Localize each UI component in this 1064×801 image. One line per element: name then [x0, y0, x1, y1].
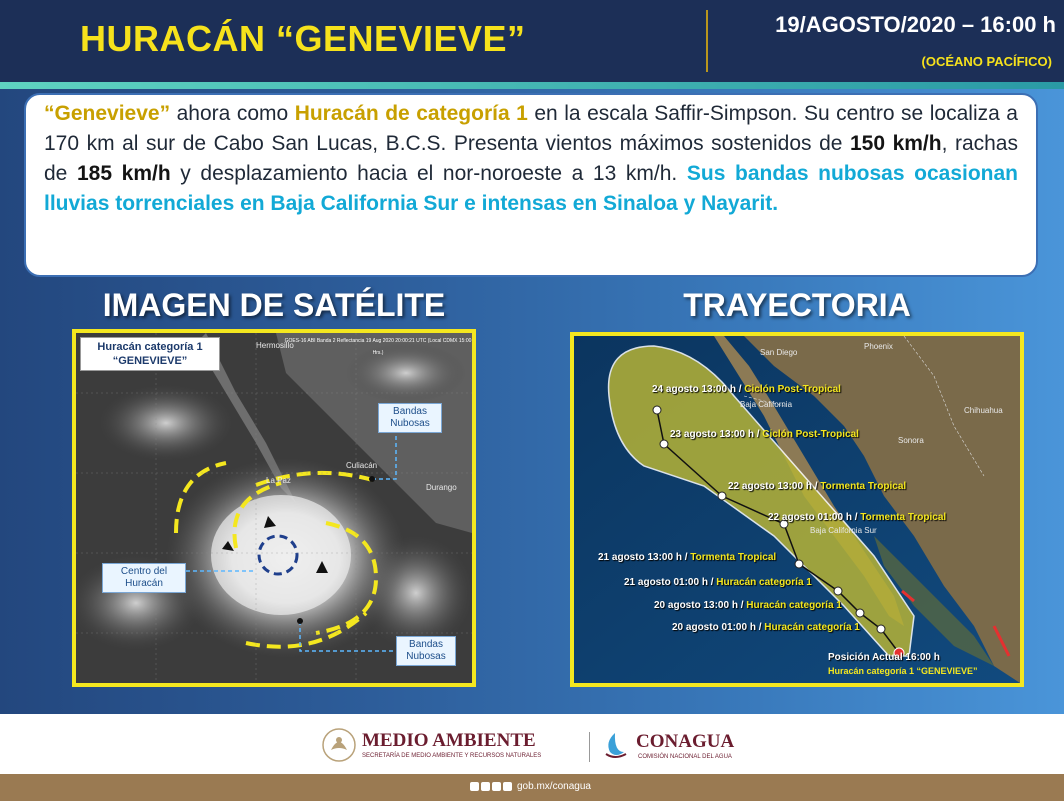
semarnat-logo-subtitle: SECRETARÍA DE MEDIO AMBIENTE Y RECURSOS NATURALES: [362, 753, 542, 759]
category-label-line1: Huracán categoría 1: [97, 341, 203, 353]
forecast-label-5: 21 agosto 13:00 h / Tormenta Tropical: [598, 552, 777, 563]
logo-separator: [589, 732, 590, 762]
place-label: Culiacán: [346, 461, 378, 470]
forecast-label-6: 21 agosto 01:00 h / Huracán categoría 1: [624, 577, 812, 588]
place-label: Baja California Sur: [810, 526, 877, 535]
bulletin-text-part: en la escala Saffir-Simpson. Su centro se localiza a 170 km al sur de Cabo San Lucas, B.C.S. Presenta vientos máximos sostenidos de: [44, 102, 1018, 155]
storm-name: “Genevieve”: [44, 102, 171, 125]
bulletin-text: [24, 93, 1038, 277]
forecast-label-3: 22 agosto 13:00 h / Tormenta Tropical: [728, 481, 907, 492]
header-divider: [706, 10, 708, 72]
bulletin-text-part: , rachas de: [44, 132, 1018, 185]
place-label: Durango: [426, 483, 457, 492]
conagua-logo-subtitle: COMISIÓN NACIONAL DEL AGUA: [638, 754, 732, 760]
footer-logos: [0, 714, 1064, 774]
main-content: [0, 89, 1064, 714]
max-winds: 150 km/h: [849, 132, 942, 155]
satellite-image: [72, 329, 476, 687]
facebook-icon[interactable]: [470, 782, 479, 791]
twitter-icon[interactable]: [481, 782, 490, 791]
rain-impact: Sus bandas nubosas ocasionan lluvias torrenciales en Baja California Sur e intensas en Sinaloa y Nayarit.: [44, 162, 1018, 215]
place-label: San Diego: [760, 348, 798, 357]
header-accent-line: [0, 82, 1064, 89]
place-label: Sonora: [898, 436, 924, 445]
page-title: HURACÁN “GENEVIEVE”: [80, 18, 526, 59]
place-label: La Paz: [266, 476, 291, 485]
place-label: Chihuahua: [964, 406, 1003, 415]
place-label: Phoenix: [864, 342, 893, 351]
ocean-label: (OCÉANO PACÍFICO): [921, 54, 1052, 69]
cloud-bands-label-top: Bandas Nubosas: [378, 403, 442, 433]
conagua-wave-icon: [600, 730, 630, 760]
bulletin-text-part: y desplazamiento hacia el nor-noroeste a 13 km/h.: [170, 162, 687, 185]
place-label: Hermosillo: [256, 341, 294, 350]
social-bar: [0, 774, 1064, 801]
forecast-label-2: 23 agosto 13:00 h / Ciclón Post-Tropical: [670, 429, 859, 440]
forecast-label-1: 24 agosto 13:00 h / Ciclón Post-Tropical: [652, 384, 841, 395]
bulletin-text-part: ahora como: [170, 102, 295, 125]
forecast-label-7: 20 agosto 13:00 h / Huracán categoría 1: [654, 600, 842, 611]
category-label-line2: “GENEVIEVE”: [112, 355, 188, 367]
instagram-icon[interactable]: [492, 782, 501, 791]
category-label-box: [80, 337, 220, 371]
satellite-section-title: IMAGEN DE SATÉLITE: [102, 287, 446, 323]
satellite-map-graphic: [76, 333, 472, 683]
bulletin-date: 19/AGOSTO/2020 – 16:00 h: [775, 12, 1056, 37]
storm-category: Huracán de categoría 1: [294, 102, 528, 125]
satellite-image-caption: GOES-16 ABI Banda 2 Reflectancia 19 Aug 2020 20:00:21 UTC (Local CDMX 15:00 Hrs.): [284, 338, 472, 356]
place-label: Baja California: [740, 400, 793, 409]
semarnat-logo-title: MEDIO AMBIENTE: [362, 730, 536, 751]
trajectory-section-title: TRAYECTORIA: [683, 287, 911, 323]
social-links: [470, 781, 591, 792]
forecast-label-4: 22 agosto 01:00 h / Tormenta Tropical: [768, 512, 947, 523]
current-position-label: Posición Actual 16:00 h: [828, 652, 940, 663]
forecast-label-8: 20 agosto 01:00 h / Huracán categoría 1: [672, 622, 860, 633]
cloud-bands-label-bottom: Bandas Nubosas: [396, 636, 456, 666]
header-bar: [0, 0, 1064, 82]
mexico-eagle-emblem-icon: [322, 728, 356, 762]
trajectory-map: [570, 332, 1024, 687]
hurricane-center-label: Centro del Huracán: [102, 563, 186, 593]
current-position-category: Huracán categoría 1 “GENEVIEVE”: [828, 666, 978, 676]
gusts: 185 km/h: [76, 162, 171, 185]
gob-url-link[interactable]: gob.mx/conagua: [517, 781, 591, 792]
conagua-logo-title: CONAGUA: [636, 731, 735, 752]
youtube-icon[interactable]: [503, 782, 512, 791]
